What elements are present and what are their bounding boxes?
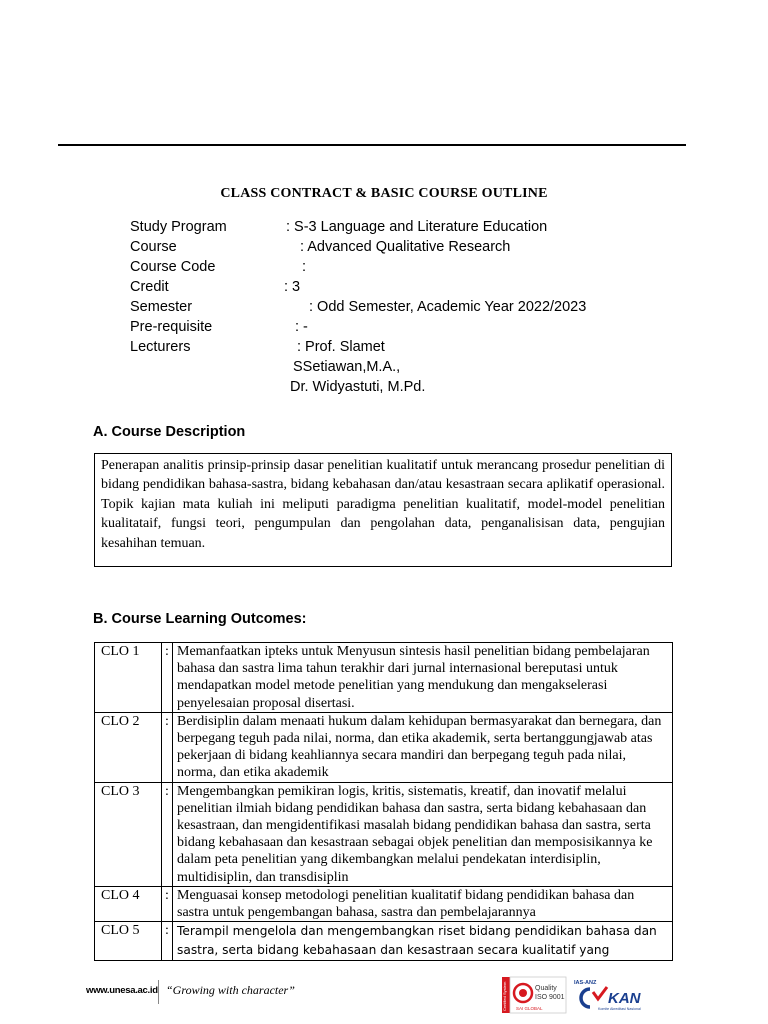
clo-code: CLO 5 xyxy=(95,922,162,961)
meta-label: Pre-requisite xyxy=(130,319,213,335)
ias-anz-label: IAS-ANZ xyxy=(574,980,597,986)
meta-label: Study Program xyxy=(130,219,227,235)
table-row xyxy=(95,782,673,886)
meta-value: : xyxy=(302,259,307,275)
footer-url: www.unesa.ac.id xyxy=(86,985,158,996)
table-row xyxy=(95,712,673,782)
course-description-box: Penerapan analitis prinsip-prinsip dasar penelitian kualitatif untuk merancang prosedur penelitian di bidang pendidikan bahasa-sastra, bidang kebahasan dan/atau kesastraan secara aplikatif operasional. Topik kajian mata kuliah ini meliputi paradigma penelitian kualitatif, model-model penelitian kualitataif, fungsi teori, pengumpulan dan pengolahan data, penganalisisan data, pengujian kesahihan temuan. xyxy=(94,453,672,567)
section-b-heading: B. Course Learning Outcomes: xyxy=(93,611,307,627)
iso-dot-icon xyxy=(519,989,527,997)
lecturer-name: Dr. Widyastuti, M.Pd. xyxy=(290,379,426,395)
document-title: CLASS CONTRACT & BASIC COURSE OUTLINE xyxy=(220,186,548,201)
clo-separator: : xyxy=(162,643,173,713)
section-a-heading: A. Course Description xyxy=(93,424,246,440)
kan-label: KAN xyxy=(608,990,641,1007)
clo-text: Memanfaatkan ipteks untuk Menyusun sintesis hasil penelitian bidang pembelajaran bahasa dan sastra lima tahun terakhir dari jurnal internasional bereputasi untuk mendapatkan model metode penelitian yang mendukung dan mengakselerasi penyelesaian proposal disertasi. xyxy=(173,643,673,713)
table-row xyxy=(95,643,673,713)
kan-check-icon xyxy=(593,987,607,999)
meta-label: Course xyxy=(130,239,177,255)
iso-line2: ISO 9001 xyxy=(535,994,565,1001)
clo-code: CLO 3 xyxy=(95,782,162,886)
top-horizontal-rule xyxy=(58,144,686,146)
meta-value: : S-3 Language and Literature Education xyxy=(286,219,548,235)
meta-value: : Odd Semester, Academic Year 2022/2023 xyxy=(309,299,587,315)
table-row xyxy=(95,922,673,961)
clo-text: Menguasai konsep metodologi penelitian kualitatif bidang pendidikan bahasa dan sastra untuk pengembangan bahasa, sastra dan pembelajarannya xyxy=(173,886,673,921)
clo-separator: : xyxy=(162,886,173,921)
footer-tagline: “Growing with character” xyxy=(166,983,295,997)
clo-code: CLO 4 xyxy=(95,886,162,921)
clo-text: Terampil mengelola dan mengembangkan riset bidang pendidikan bahasa dan sastra, serta bidang kebahasaan dan kesastraan secara kualitatif yang xyxy=(173,922,673,961)
meta-value: : Advanced Qualitative Research xyxy=(300,239,511,255)
clo-separator: : xyxy=(162,782,173,886)
clo-code: CLO 1 xyxy=(95,643,162,713)
meta-value: : Prof. Slamet xyxy=(297,339,385,355)
clo-text: Mengembangkan pemikiran logis, kritis, sistematis, kreatif, dan inovatif melalui penelitian ilmiah bidang pendidikan bahasa dan sastra, serta bidang kebahasaan dan kesastraan, dan mengidentifikasi masalah bidang pendidikan bahasa dan sastra, serta bidang kebahasaan dan kesastraan sebagai objek penelitian dan memposisikannya ke dalam peta penelitian yang dikembangkan melalui pendekatan interdisiplin, multidisiplin, dan transdisiplin xyxy=(173,782,673,886)
clo-separator: : xyxy=(162,712,173,782)
footer-divider xyxy=(158,980,159,1004)
meta-label: Course Code xyxy=(130,259,216,275)
lecturer-name: SSetiawan,M.A., xyxy=(293,359,401,375)
clo-separator: : xyxy=(162,922,173,961)
iso-org: SAI GLOBAL xyxy=(516,1006,543,1011)
kan-c-icon xyxy=(581,989,590,1007)
meta-label: Semester xyxy=(130,299,193,315)
clo-table xyxy=(94,642,673,961)
certification-logos xyxy=(502,975,662,1015)
clo-code: CLO 2 xyxy=(95,712,162,782)
iso-side-text: Certified System xyxy=(502,981,507,1011)
iso-line1: Quality xyxy=(535,985,557,992)
clo-text: Berdisiplin dalam menaati hukum dalam kehidupan bermasyarakat dan bernegara, dan berpegang teguh pada nilai, norma, dan etika akademik, serta bertanggungjawab atas pekerjaan di bidang keahliannya secara mandiri dan berpegang teguh pada nilai, norma, dan etika akademik xyxy=(173,712,673,782)
meta-value: : 3 xyxy=(284,279,301,295)
meta-value: : - xyxy=(295,319,308,335)
meta-label: Lecturers xyxy=(130,339,191,355)
table-row xyxy=(95,886,673,921)
kan-sub: Komite Akreditasi Nasional xyxy=(598,1007,641,1011)
meta-label: Credit xyxy=(130,279,169,295)
